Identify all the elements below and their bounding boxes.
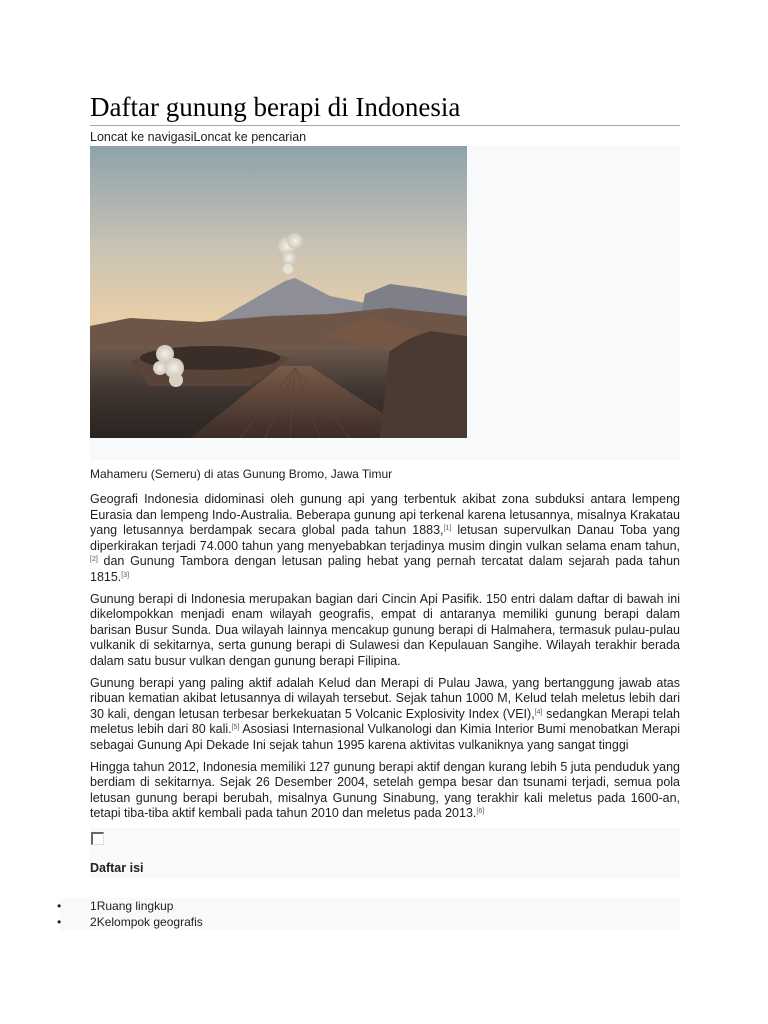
paragraph-1: Geografi Indonesia didominasi oleh gunung api yang terbentuk akibat zona subduksi antara lempeng Eurasia dan lempeng Indo-Australia. Beberapa gunung api terkenal karena letusannya, misalnya Krakatau yang letusannya berdampak secara global pada tahun 1883,[1] letusan supervulkan Danau Toba yang diperkirakan terjadi 74.000 tahun yang menyebabkan terjadinya musim dingin vulkan selama enam tahun,[2] dan Gunung Tambora dengan letusan paling hebat yang pernah tercatat dalam sejarah pada tahun 1815.[3] [90, 492, 680, 584]
toc-item-label: Kelompok geografis [96, 914, 203, 929]
bullet-icon: • [57, 914, 62, 929]
toc-item[interactable] [57, 898, 680, 914]
toc-item-label: Ruang lingkup [96, 898, 174, 913]
toc-item[interactable] [57, 914, 680, 930]
citation-3[interactable]: [3] [121, 571, 130, 579]
bullet-icon: • [57, 898, 62, 913]
toc-item-number: 2 [90, 914, 97, 929]
jump-links[interactable]: Loncat ke navigasiLoncat ke pencarian [90, 130, 307, 144]
paragraph-4: Hingga tahun 2012, Indonesia memiliki 127 gunung berapi aktif dengan kurang lebih 5 juta penduduk yang berdiam di sekitarnya. Sejak 26 Desember 2004, setelah gempa besar dan tsunami terjadi, semua pola letusan gunung berapi berubah, misalnya Gunung Sinabung, yang terakhir kali meletus pada 1600-an, tetapi tiba-tiba aktif kembali pada tahun 2010 dan meletus pada 2013.[6] [90, 759, 680, 821]
article-body [90, 492, 680, 822]
toc-list [57, 898, 680, 930]
paragraph-2: Gunung berapi di Indonesia merupakan bagian dari Cincin Api Pasifik. 150 entri dalam daftar di bawah ini dikelompokkan menjadi enam wilayah geografis, empat di antaranya memiliki gunung berapi dalam barisan Busur Sunda. Dua wilayah lainnya mencakup gunung berapi di Halmahera, termasuk pulau-pulau vulkanik di sekitarnya, serta gunung berapi di Sulawesi dan Kepulauan Sangihe. Wilayah terakhir berada dalam satu busur vulkan dengan gunung berapi Filipina. [90, 591, 680, 668]
citation-4[interactable]: [4] [534, 708, 543, 716]
toc-title: Daftar isi [90, 860, 144, 875]
citation-1[interactable]: [1] [443, 525, 452, 533]
toc-item-number: 1 [90, 898, 97, 913]
citation-6[interactable]: [6] [476, 808, 485, 816]
citation-5[interactable]: [5] [231, 724, 240, 732]
article [57, 90, 681, 930]
table-of-contents [90, 828, 680, 878]
page-title: Daftar gunung berapi di Indonesia [90, 90, 680, 126]
figure-caption: Mahameru (Semeru) di atas Gunung Bromo, Jawa Timur [90, 467, 393, 481]
citation-2[interactable]: [2] [90, 556, 98, 564]
toc-toggle-checkbox[interactable] [91, 832, 104, 845]
volcano-photo[interactable] [90, 146, 467, 438]
paragraph-3: Gunung berapi yang paling aktif adalah Kelud dan Merapi di Pulau Jawa, yang bertanggung jawab atas ribuan kematian akibat letusannya di wilayah tersebut. Sejak tahun 1000 M, Kelud telah meletus lebih dari 30 kali, dengan letusan terbesar berkekuatan 5 Volcanic Explosivity Index (VEI),[4] sedangkan Merapi telah meletus lebih dari 80 kali.[5] Asosiasi Internasional Vulkanologi dan Kimia Interior Bumi menobatkan Merapi sebagai Gunung Api Dekade Ini sejak tahun 1995 karena aktivitas vulkaniknya yang sangat tinggi [90, 675, 681, 752]
figure [90, 146, 680, 460]
